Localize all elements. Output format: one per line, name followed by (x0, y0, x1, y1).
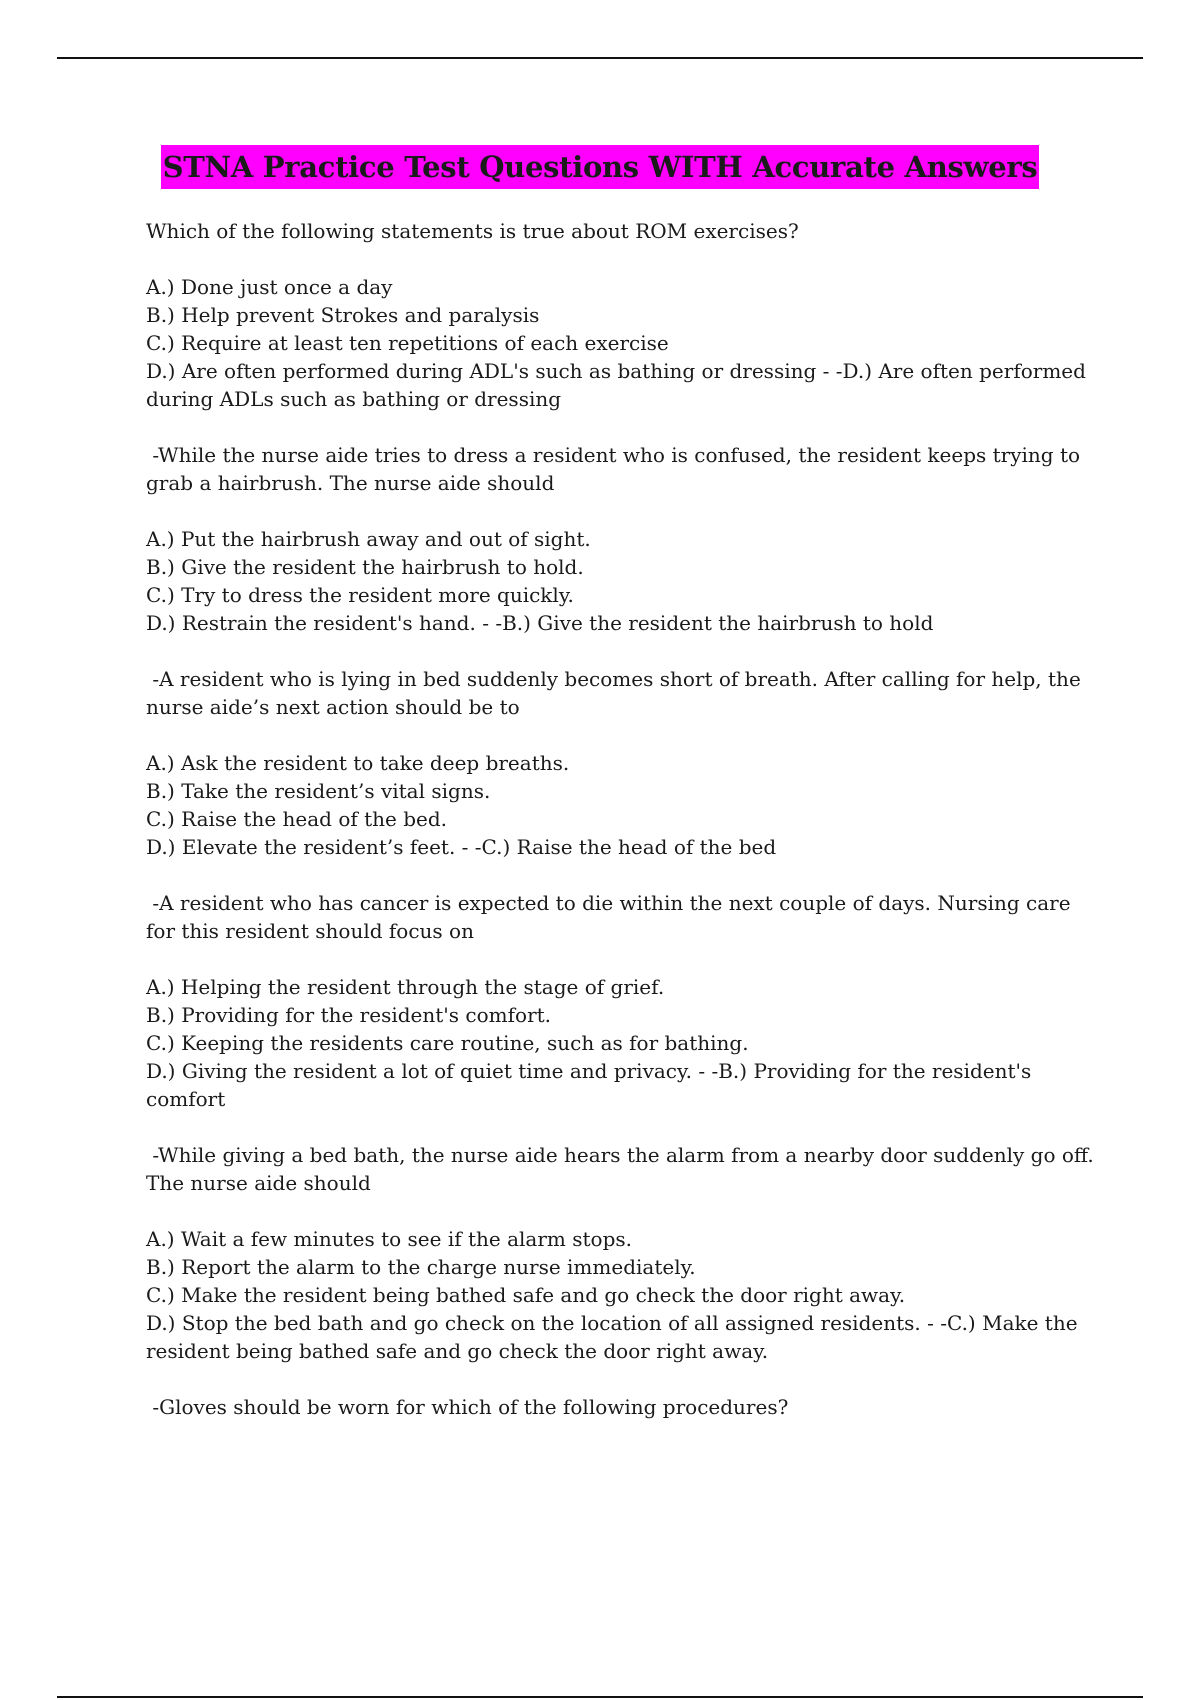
question-5-options (146, 1225, 1101, 1365)
question-2: -While the nurse aide tries to dress a resident who is confused, the resident keeps trying to grab a hairbrush. The nurse aide should (146, 443, 1087, 495)
bottom-rule (57, 1696, 1143, 1698)
answer-option: A.) Ask the resident to take deep breaths. (146, 751, 570, 775)
document-title: STNA Practice Test Questions WITH Accurate Answers (161, 145, 1040, 189)
answer-option: D.) Stop the bed bath and go check on the location of all assigned residents. - -C.) Make the resident being bathed safe and go check the door right away. (146, 1311, 1078, 1363)
question-1-options (146, 273, 1101, 413)
answer-option: A.) Helping the resident through the stage of grief. (146, 975, 665, 999)
answer-option: B.) Providing for the resident's comfort. (146, 1003, 552, 1027)
answer-option: C.) Make the resident being bathed safe and go check the door right away. (146, 1283, 906, 1307)
answer-option: C.) Require at least ten repetitions of each exercise (146, 331, 669, 355)
answer-option: D.) Restrain the resident's hand. - -B.) Give the resident the hairbrush to hold (146, 611, 934, 635)
question-3: -A resident who is lying in bed suddenly becomes short of breath. After calling for help, the nurse aide’s next action should be to (146, 667, 1088, 719)
top-rule (57, 57, 1143, 59)
question-5: -While giving a bed bath, the nurse aide hears the alarm from a nearby door suddenly go off. The nurse aide should (146, 1143, 1101, 1195)
answer-option: C.) Keeping the residents care routine, such as for bathing. (146, 1031, 749, 1055)
answer-option: B.) Take the resident’s vital signs. (146, 779, 491, 803)
answer-option: C.) Try to dress the resident more quickly. (146, 583, 574, 607)
answer-option: A.) Put the hairbrush away and out of sight. (146, 527, 591, 551)
answer-option: A.) Done just once a day (146, 275, 393, 299)
answer-option: D.) Giving the resident a lot of quiet time and privacy. - -B.) Providing for the resident's comfort (146, 1059, 1032, 1111)
answer-option: B.) Give the resident the hairbrush to hold. (146, 555, 584, 579)
answer-option: D.) Are often performed during ADL's such as bathing or dressing - -D.) Are often performed during ADLs such as bathing or dressing (146, 359, 1086, 411)
title-block (0, 145, 1200, 189)
question-4: -A resident who has cancer is expected to die within the next couple of days. Nursing care for this resident should focus on (146, 891, 1077, 943)
answer-option: D.) Elevate the resident’s feet. - -C.) Raise the head of the bed (146, 835, 777, 859)
question-3-options (146, 749, 1101, 861)
question-4-options (146, 973, 1101, 1113)
answer-option: A.) Wait a few minutes to see if the alarm stops. (146, 1227, 632, 1251)
question-1: Which of the following statements is true about ROM exercises? (146, 219, 799, 243)
answer-option: B.) Help prevent Strokes and paralysis (146, 303, 540, 327)
question-2-options (146, 525, 1101, 637)
answer-option: B.) Report the alarm to the charge nurse immediately. (146, 1255, 696, 1279)
question-6: -Gloves should be worn for which of the following procedures? (146, 1395, 789, 1419)
answer-option: C.) Raise the head of the bed. (146, 807, 448, 831)
question-list (146, 217, 1101, 1449)
